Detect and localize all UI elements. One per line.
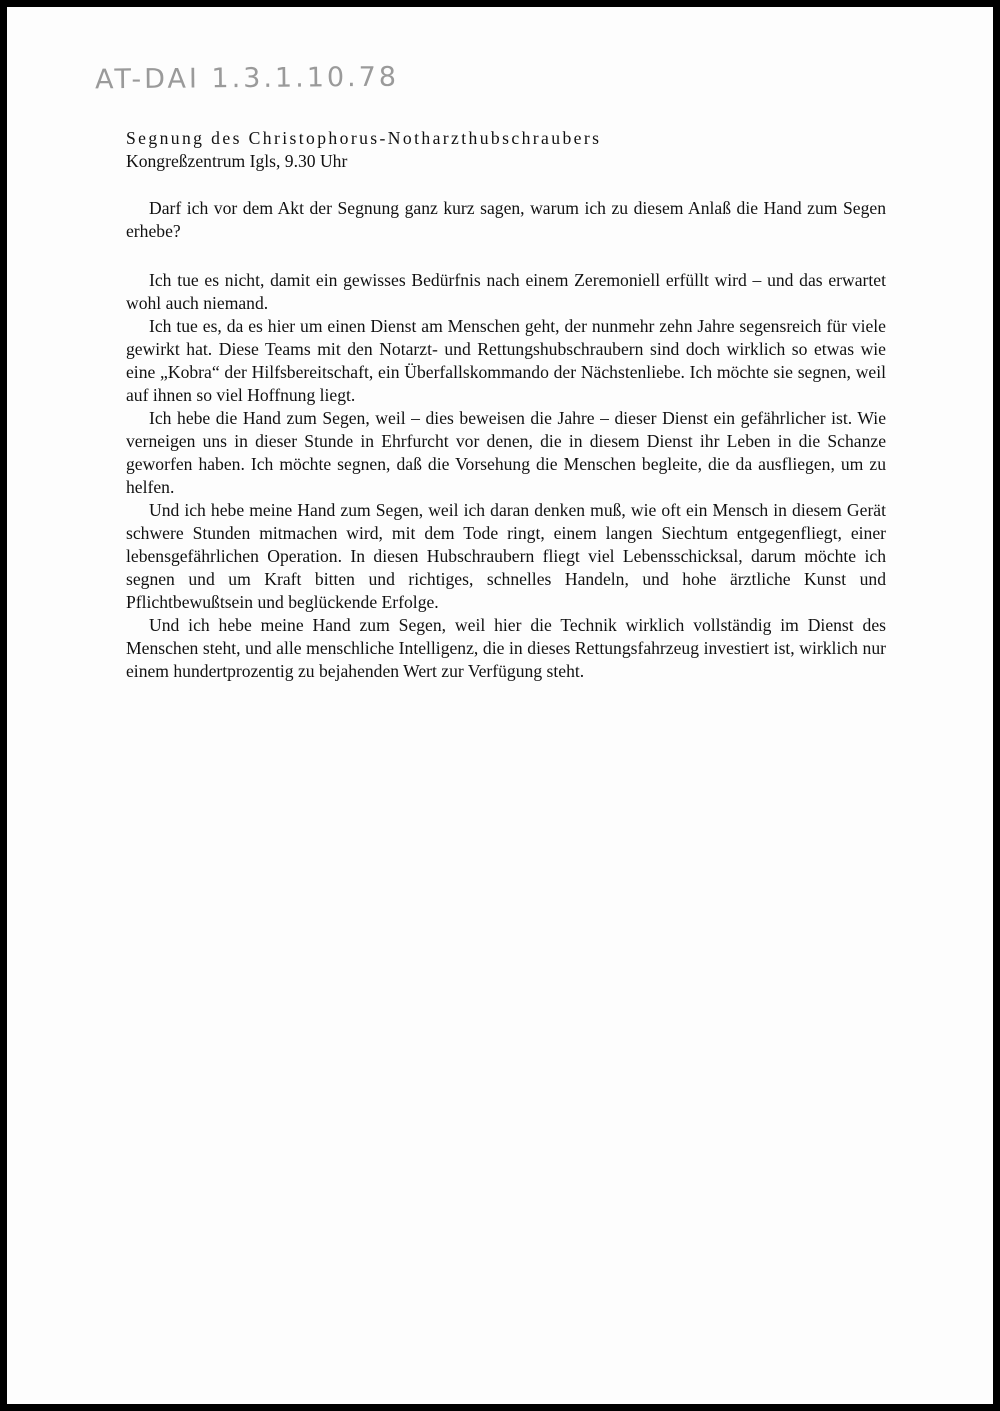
document-subtitle: Kongreßzentrum Igls, 9.30 Uhr — [126, 151, 348, 171]
document-body — [126, 127, 886, 683]
paragraph-5: Und ich hebe meine Hand zum Segen, weil ich daran denken muß, wie oft ein Mensch in diesem Gerät schwere Stunden mitmachen wird, mit dem Tode ringt, einem langen Siechtum entgegenfliegt, einer lebensgefährlichen Operation. In diesen Hubschraubern fliegt viel Lebensschicksal, darum möchte ich segnen und um Kraft bitten und richtiges, schnelles Handeln, und hohe ärztliche Kunst und Pflichtbewußtsein und beglückende Erfolge. — [126, 500, 886, 612]
paragraph-1: Darf ich vor dem Akt der Segnung ganz kurz sagen, warum ich zu diesem Anlaß die Hand zum Segen erhebe? — [126, 198, 886, 241]
paragraph-3: Ich tue es, da es hier um einen Dienst am Menschen geht, der nunmehr zehn Jahre segensreich für viele gewirkt hat. Diese Teams mit den Notarzt- und Rettungshubschraubern sind doch wirklich so etwas wie eine „Kobra“ der Hilfsbereitschaft, ein Überfallskommando der Nächstenliebe. Ich möchte sie segnen, weil auf ihnen so viel Hoffnung liegt. — [126, 316, 886, 405]
paragraph-4: Ich hebe die Hand zum Segen, weil – dies beweisen die Jahre – dieser Dienst ein gefährlicher ist. Wie verneigen uns in dieser Stunde in Ehrfurcht vor denen, die in diesem Dienst ihr Leben in die Schanze geworfen haben. Ich möchte segnen, daß die Vorsehung die Menschen begleite, die da ausfliegen, um zu helfen. — [126, 408, 886, 497]
paragraph-2: Ich tue es nicht, damit ein gewisses Bedürfnis nach einem Zeremoniell erfüllt wird – und das erwartet wohl auch niemand. — [126, 270, 886, 313]
handwritten-archive-number: AT-DAI 1.3.1.10.78 — [94, 61, 400, 96]
document-page — [7, 7, 993, 1404]
document-title: Segnung des Christophorus-Notharzthubschraubers — [126, 128, 602, 148]
paragraph-6: Und ich hebe meine Hand zum Segen, weil hier die Technik wirklich vollständig im Dienst des Menschen steht, und alle menschliche Intelligenz, die in dieses Rettungsfahrzeug investiert ist, wirklich nur einem hundertprozentig zu bejahenden Wert zur Verfügung steht. — [126, 615, 886, 681]
